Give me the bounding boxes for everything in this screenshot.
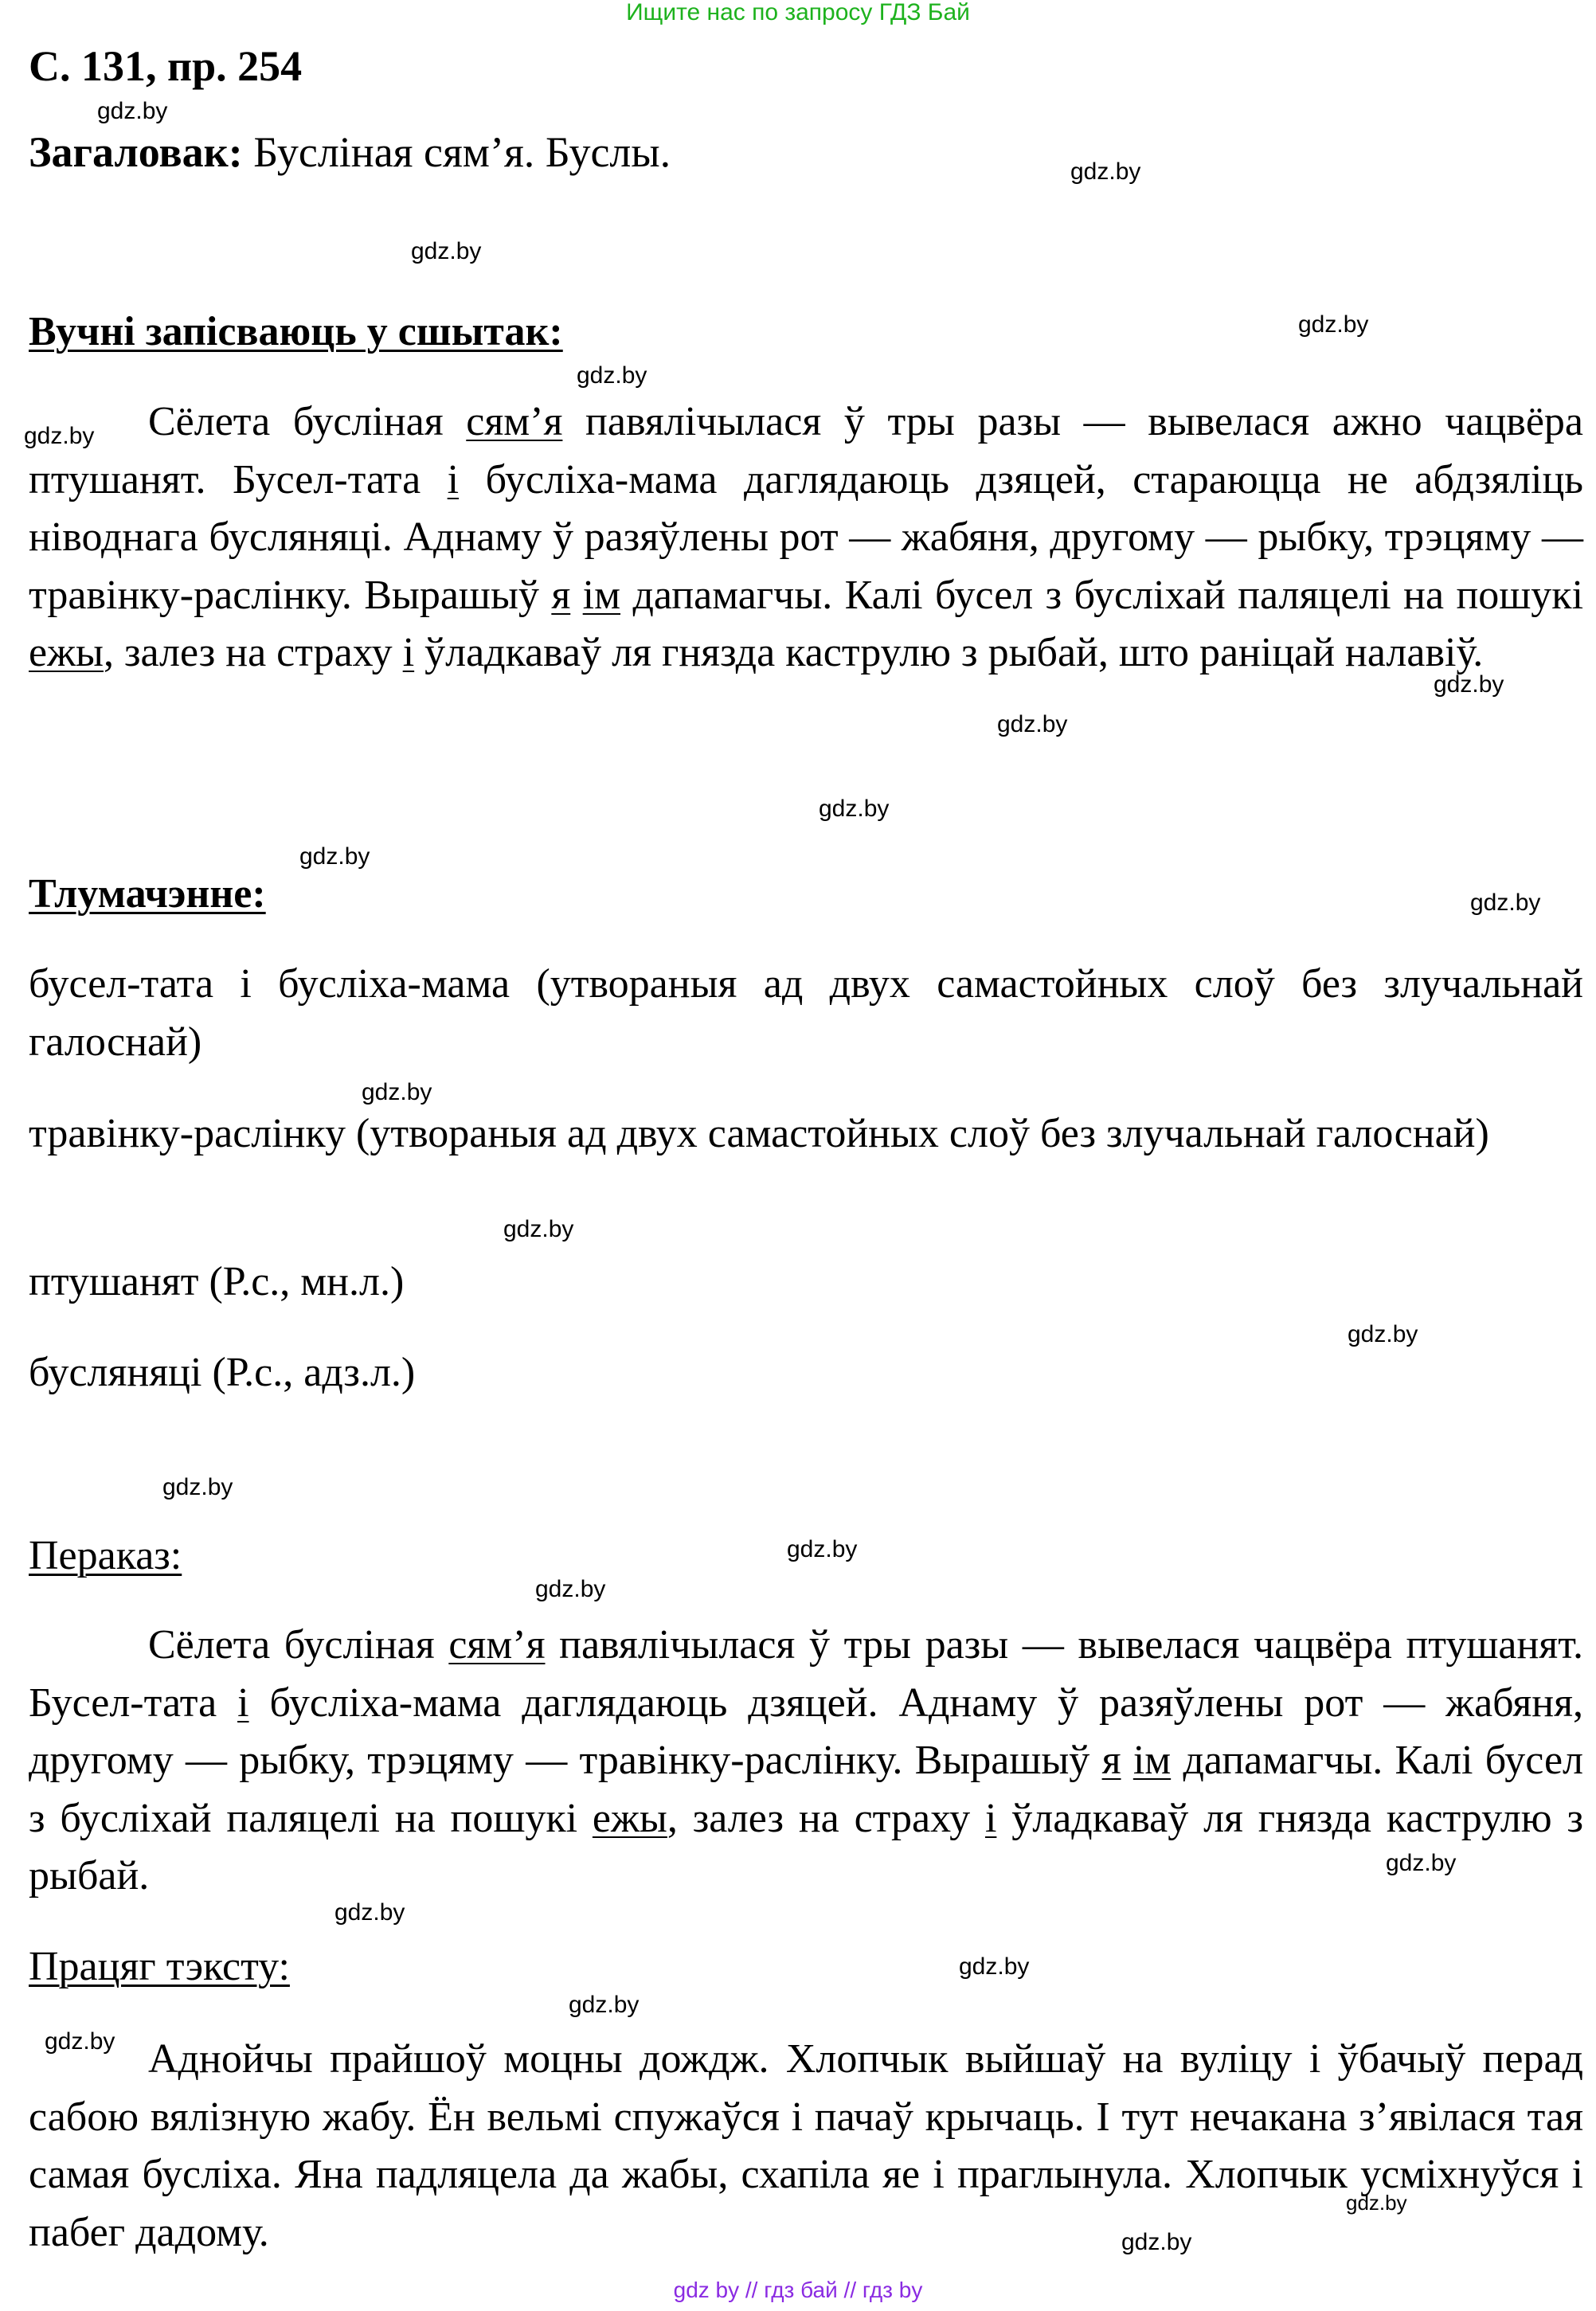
explanation-item: бусел-тата і бусліха-мама (утвораныя ад двух самастойных слоў без злучальнай галоснай): [29, 961, 1583, 1065]
watermark-text: gdz.by: [577, 362, 647, 389]
watermark-text: gdz.by: [787, 1536, 858, 1562]
underlined-word: і: [402, 630, 415, 675]
underlined-word: ім: [582, 572, 621, 618]
underlined-word: я: [1101, 1738, 1121, 1783]
watermark-text: gdz.by: [959, 1953, 1030, 1980]
watermark-text: gdz.by: [1434, 671, 1504, 698]
watermark-text: gdz.by: [1346, 2191, 1407, 2215]
section-heading-continuation: Працяг тэксту:: [29, 1944, 290, 1989]
watermark-text: gdz.by: [1386, 1850, 1457, 1876]
watermark-text: gdz.by: [569, 1992, 640, 2018]
watermark-text: gdz.by: [45, 2028, 115, 2055]
watermark-text: gdz.by: [997, 711, 1068, 737]
retelling-paragraph: Сёлета бусліная сям’я павялічылася ў тры разы — вывелася чацвёра птушанят. Бусел-тата і бусліха-мама даглядаюць дзяцей. Аднаму ў разяўлены рот — жабяня, другому — рыбку, трэцяму — травінку-раслінку. Вырашыў я ім дапамагчы. Калі бусел з бусліхай паляцелі на пошукі ежы, залез на страху і ўладкаваў ля гнязда каструлю з рыбай.: [29, 1622, 1584, 1898]
watermark-text: gdz.by: [411, 238, 482, 264]
notebook-paragraph: Сёлета бусліная сям’я павялічылася ў тры разы — вывелася ажно чацвёра птушанят. Бусел-тата і бусліха-мама даглядаюць дзяцей, стараюцца не абдзяліць ніводнага бусляняці. Аднаму ў разяўлены рот — жабяня, другому — рыбку, трэцяму — травінку-раслінку. Вырашыў я ім дапамагчы. Калі бусел з бусліхай паляцелі на пошукі ежы, залез на страху і ўладкаваў ля гнязда каструлю з рыбай, што раніцай налавіў.: [29, 399, 1584, 675]
watermark-text: gdz.by: [819, 796, 890, 822]
explanation-item: птушанят (Р.с., мн.л.): [29, 1259, 405, 1304]
title-label: Загаловак:: [29, 128, 243, 176]
continuation-paragraph: Аднойчы прайшоў моцны дождж. Хлопчык выйшаў на вуліцу і ўбачыў перад сабою вялізную жабу. Ён вельмі спужаўся і пачаў крычаць. І тут нечакана з’явілася тая самая бусліха. Яна падляцела да жабы, схапіла яе і праглынула. Хлопчык усміхнуўся і пабег дадому.: [29, 2036, 1583, 2255]
underlined-word: ім: [1132, 1738, 1172, 1783]
explanation-item: травінку-раслінку (утвораныя ад двух самастойных слоў без злучальнай галоснай): [29, 1111, 1489, 1156]
watermark-text: gdz.by: [1470, 890, 1541, 916]
underlined-word: і: [237, 1679, 249, 1726]
watermark-text: gdz.by: [162, 1474, 233, 1500]
watermark-text: gdz.by: [1298, 311, 1369, 338]
underlined-word: і: [984, 1795, 997, 1841]
watermark-text: gdz.by: [299, 843, 370, 870]
watermark-text: gdz.by: [1070, 158, 1141, 185]
underlined-word: сям’я: [448, 1622, 546, 1668]
underlined-word: ежы: [592, 1795, 667, 1841]
underlined-word: сям’я: [466, 399, 563, 444]
watermark-text: gdz.by: [97, 98, 168, 124]
title-line: [29, 124, 671, 180]
watermark-text: gdz.by: [334, 1899, 405, 1926]
bottom-watermark-banner: gdz by // гдз бай // гдз by: [673, 2278, 923, 2302]
watermark-text: gdz.by: [362, 1079, 432, 1105]
section-heading-notebook: Вучні запісваюць у сшытак:: [29, 309, 563, 354]
section-heading-retelling: Пераказ:: [29, 1533, 182, 1578]
watermark-text: gdz.by: [24, 423, 95, 449]
section-heading-explanation: Тлумачэнне:: [29, 871, 266, 917]
watermark-text: gdz.by: [1348, 1321, 1418, 1347]
underlined-word: і: [447, 456, 460, 502]
watermark-text: gdz.by: [503, 1216, 574, 1242]
watermark-text: gdz.by: [535, 1576, 606, 1602]
underlined-word: ежы: [29, 630, 104, 675]
watermark-text: gdz.by: [1121, 2229, 1192, 2255]
page-reference: С. 131, пр. 254: [29, 42, 303, 90]
explanation-item: бусляняці (Р.с., адз.л.): [29, 1350, 416, 1395]
top-watermark-banner: Ищите нас по запросу ГДЗ Бай: [626, 0, 970, 25]
title-value: Бусліная сям’я. Буслы.: [242, 128, 671, 176]
underlined-word: я: [551, 572, 571, 618]
